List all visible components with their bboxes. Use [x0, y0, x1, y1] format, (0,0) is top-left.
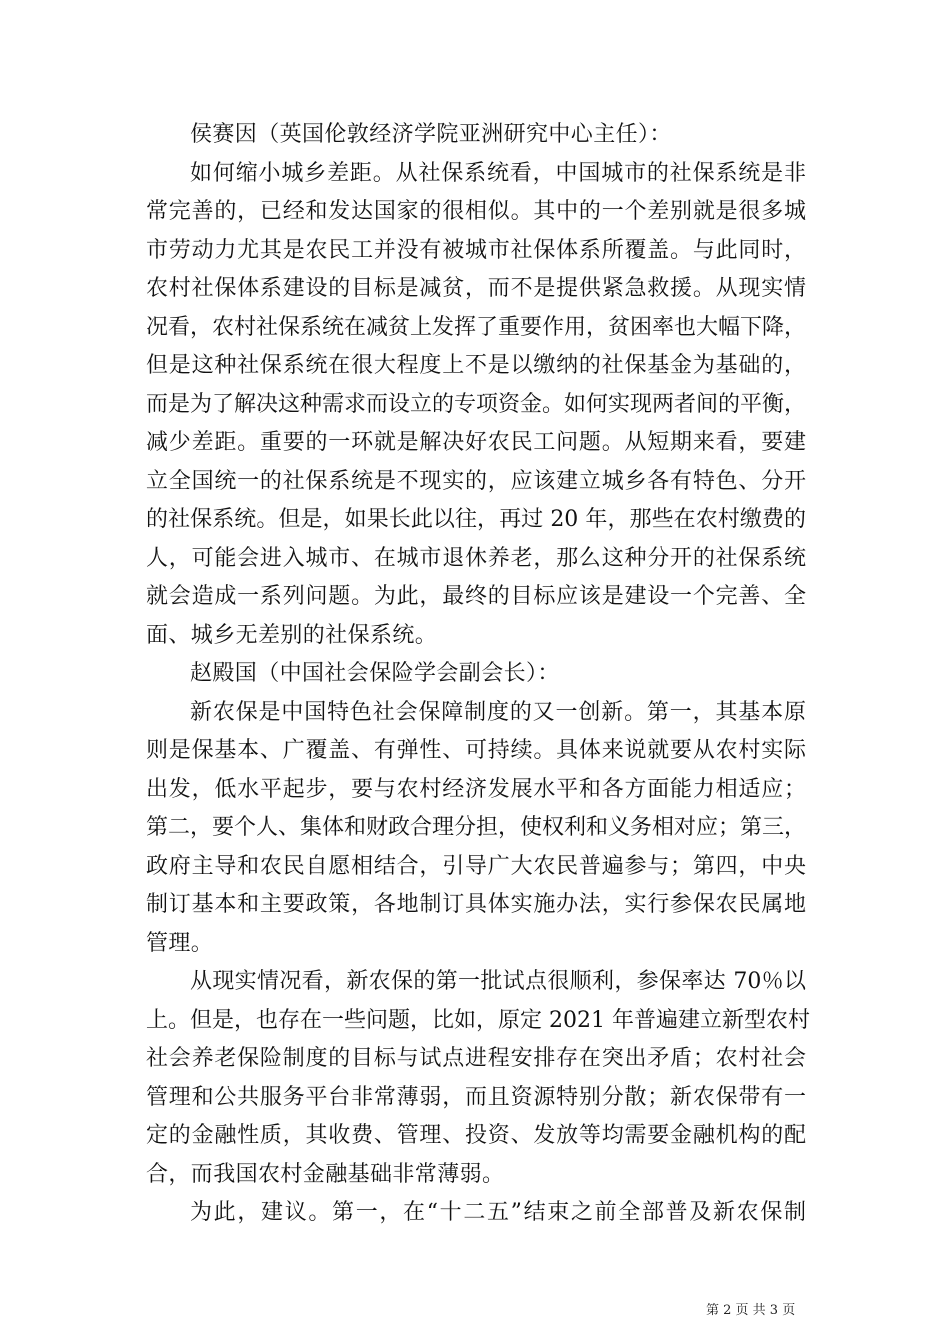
text-line: 制订基本和主要政策，各地制订具体实施办法，实行参保农民属地 — [146, 892, 806, 917]
text-line: 的社保系统。但是，如果长此以往，再过 20 年，那些在农村缴费的 — [146, 507, 806, 532]
text-line: 新农保是中国特色社会保障制度的又一创新。第一，其基本原 — [190, 699, 806, 725]
text-line: 则是保基本、广覆盖、有弹性、可持续。具体来说就要从农村实际 — [146, 738, 806, 763]
text-line: 出发，低水平起步，要与农村经济发展水平和各方面能力相适应； — [146, 776, 806, 802]
text-line: 如何缩小城乡差距。从社保系统看，中国城市的社保系统是非 — [190, 160, 806, 186]
text-line: 政府主导和农民自愿相结合，引导广大农民普遍参与；第四，中央 — [146, 853, 806, 879]
text-line: 面、城乡无差别的社保系统。 — [146, 622, 438, 648]
text-line: 常完善的，已经和发达国家的很相似。其中的一个差别就是很多城 — [146, 199, 806, 224]
text-line: 从现实情况看，新农保的第一批试点很顺利，参保率达 70％以 — [190, 969, 806, 994]
text-line: 管理。 — [146, 930, 214, 956]
text-line: 上。但是，也存在一些问题，比如，原定 2021 年普遍建立新型农村 — [146, 1007, 810, 1033]
text-line: 第二，要个人、集体和财政合理分担，使权利和义务相对应；第三， — [146, 815, 807, 840]
text-line: 市劳动力尤其是农民工并没有被城市社保体系所覆盖。与此同时， — [146, 237, 806, 263]
text-line: 农村社保体系建设的目标是减贫，而不是提供紧急救援。从现实情 — [146, 276, 806, 301]
text-line: 减少差距。重要的一环就是解决好农民工问题。从短期来看，要建 — [146, 430, 806, 455]
text-line: 人，可能会进入城市、在城市退休养老，那么这种分开的社保系统 — [146, 545, 806, 571]
text-line: 但是这种社保系统在很大程度上不是以缴纳的社保基金为基础的， — [146, 353, 806, 378]
text-line: 管理和公共服务平台非常薄弱，而且资源特别分散；新农保带有一 — [146, 1084, 806, 1110]
document-body — [146, 116, 810, 1233]
page-number: 第 2 页 共 3 页 — [706, 1303, 796, 1318]
text-line: 立全国统一的社保系统是不现实的，应该建立城乡各有特色、分开 — [146, 468, 806, 494]
text-line: 社会养老保险制度的目标与试点进程安排存在突出矛盾；农村社会 — [146, 1046, 806, 1071]
text-line: 况看，农村社保系统在减贫上发挥了重要作用，贫困率也大幅下降， — [146, 314, 807, 340]
text-line: 合，而我国农村金融基础非常薄弱。 — [146, 1161, 505, 1187]
text-line: 而是为了解决这种需求而设立的专项资金。如何实现两者间的平衡， — [146, 391, 807, 417]
text-line: 赵殿国（中国社会保险学会副会长）： — [190, 661, 560, 686]
text-line: 为此，建议。第一，在“十二五”结束之前全部普及新农保制 — [190, 1200, 806, 1225]
text-line: 侯赛因（英国伦敦经济学院亚洲研究中心主任）： — [190, 122, 672, 147]
text-line: 就会造成一系列问题。为此，最终的目标应该是建设一个完善、全 — [146, 584, 806, 609]
text-line: 定的金融性质，其收费、管理、投资、发放等均需要金融机构的配 — [146, 1123, 806, 1148]
